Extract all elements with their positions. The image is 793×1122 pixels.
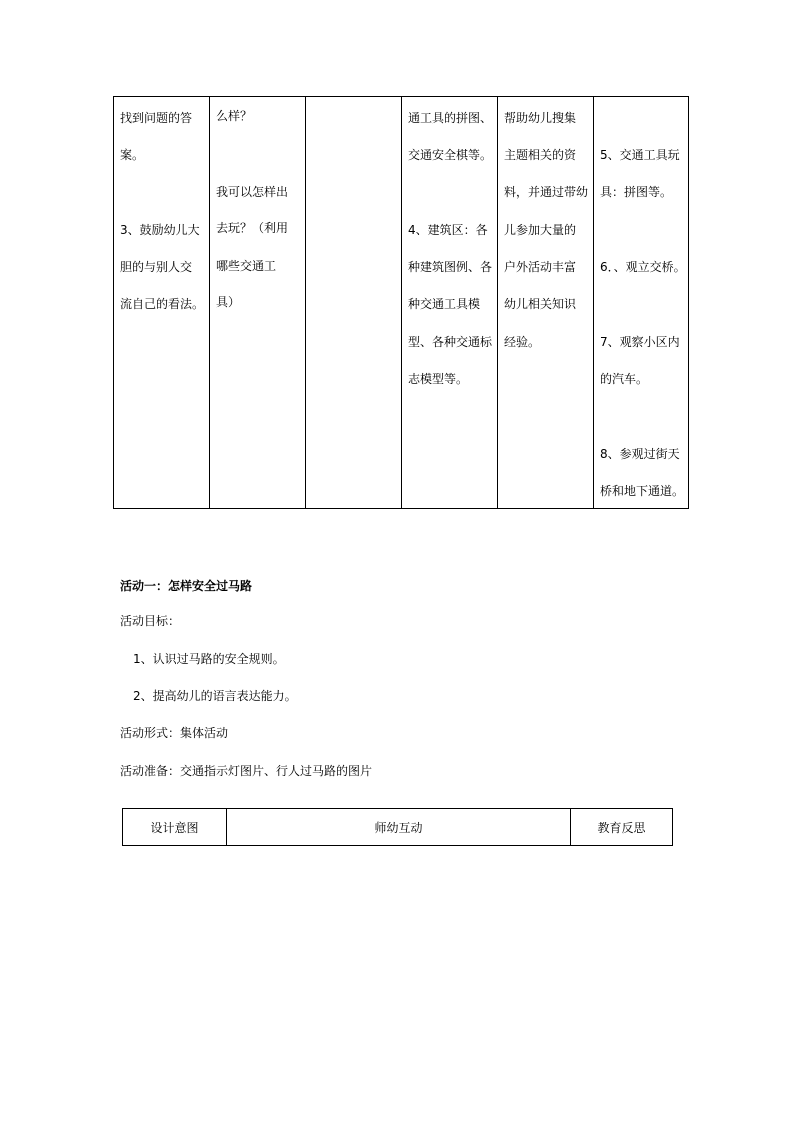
activity-form: 活动形式：集体活动 [120, 726, 229, 740]
table-cell-line: 哪些交通工 [216, 259, 277, 273]
table-cell-line: 志模型等。 [408, 372, 469, 386]
table-col-6 [594, 97, 689, 508]
table-cell-line: 交通安全棋等。 [408, 148, 493, 162]
table-cell-line: 户外活动丰富 [504, 260, 577, 274]
table-cell-line: 案。 [120, 148, 145, 162]
table-cell-line: 8、参观过街天 [600, 447, 680, 461]
table-cell-line: 具） [216, 295, 241, 309]
goals-label: 活动目标： [120, 614, 181, 628]
table-col-1 [114, 97, 210, 508]
table-cell-line: 胆的与别人交 [120, 260, 193, 274]
table-cell-line: 6．、观立交桥。 [600, 260, 686, 274]
table-cell-line: 去玩？（利用 [216, 221, 289, 235]
table-cell-line: 3、鼓励幼儿大 [120, 223, 200, 237]
table-cell-line: 儿参加大量的 [504, 223, 577, 237]
table-cell-line: 具：拼图等。 [600, 185, 673, 199]
table-cell-line: 桥和地下通道。 [600, 484, 685, 498]
plan-table [113, 96, 689, 509]
goal-item: 1、认识过马路的安全规则。 [133, 652, 285, 666]
table-cell-line: 种交通工具模 [408, 297, 481, 311]
table-cell-line: 料，并通过带幼 [504, 185, 589, 199]
activity-table [122, 808, 673, 846]
table-cell-line: 种建筑图例、各 [408, 260, 493, 274]
table-cell-line: 经验。 [504, 335, 541, 349]
table-col-4 [402, 97, 498, 508]
table-cell-line: 主题相关的资 [504, 148, 577, 162]
header-design-intent: 设计意图 [123, 809, 227, 845]
table-cell-line: 7、观察小区内 [600, 335, 680, 349]
table-cell-line: 帮助幼儿搜集 [504, 111, 577, 125]
goal-item: 2、提高幼儿的语言表达能力。 [133, 689, 297, 703]
table-cell-line: 流自己的看法。 [120, 297, 205, 311]
activity-title: 活动一：怎样安全过马路 [120, 579, 253, 593]
table-col-3 [306, 97, 402, 508]
table-col-5 [498, 97, 594, 508]
table-cell-line: 通工具的拼图、 [408, 111, 493, 125]
table-cell-line: 型、各种交通标 [408, 335, 493, 349]
header-reflection: 教育反思 [597, 820, 646, 835]
table-cell-line: 我可以怎样出 [216, 185, 289, 199]
table-cell-line: 幼儿相关知识 [504, 297, 577, 311]
header-interaction: 师幼互动 [227, 809, 571, 845]
table-cell-line: 找到问题的答 [120, 111, 193, 125]
table-cell-line: 么样？ [216, 109, 253, 123]
table-cell-line: 4、建筑区：各 [408, 223, 488, 237]
table-cell-line: 5、交通工具玩 [600, 148, 680, 162]
table-cell-line: 的汽车。 [600, 372, 649, 386]
table-col-2 [210, 97, 306, 508]
activity-prep: 活动准备：交通指示灯图片、行人过马路的图片 [120, 764, 373, 778]
